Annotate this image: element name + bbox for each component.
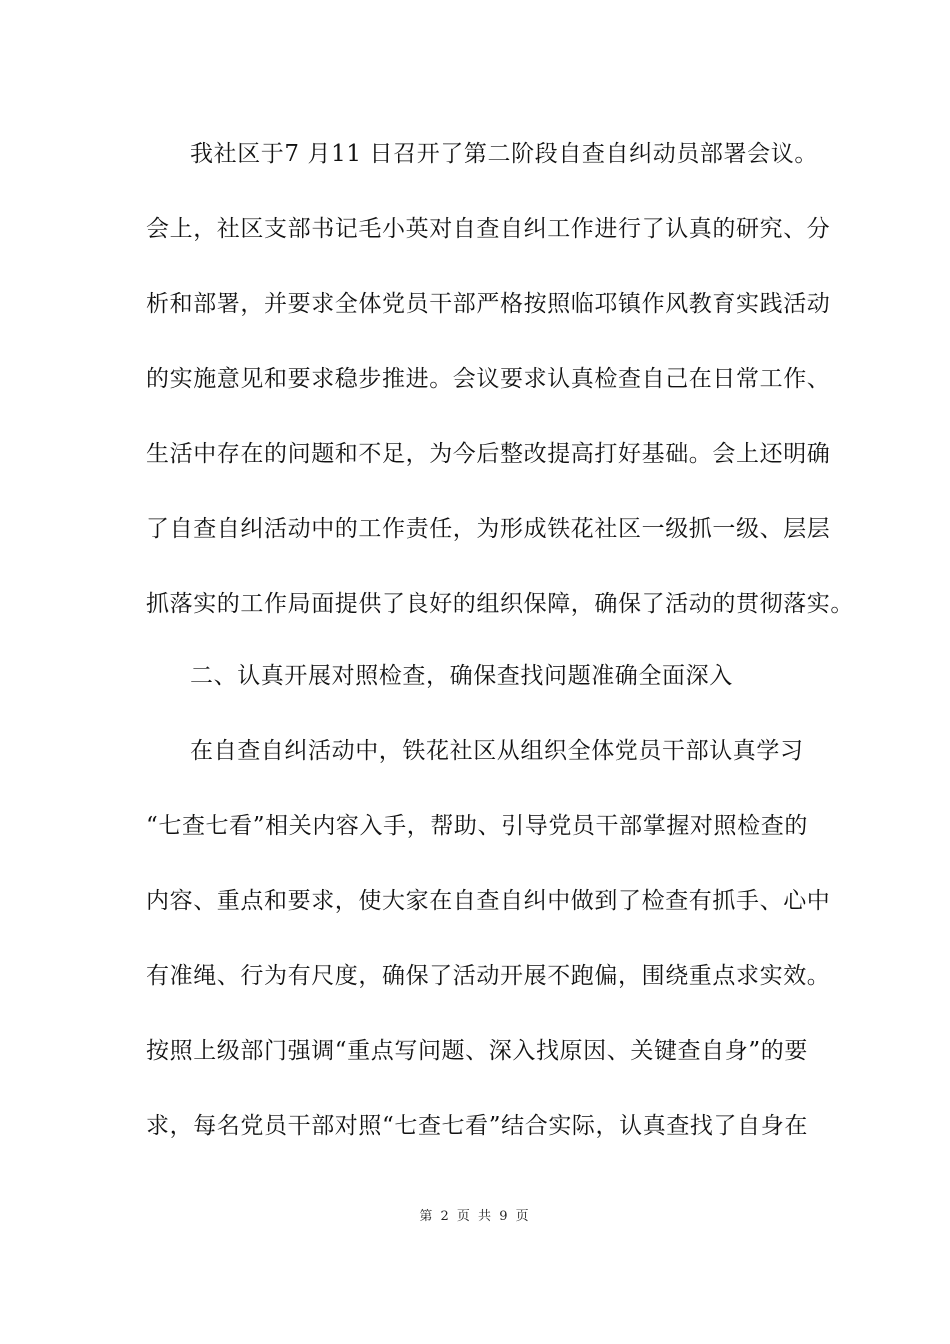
page-number-footer: 第 2 页 共 9 页 [419,1209,531,1224]
paragraph-line: 会上，社区支部书记毛小英对自查自纠工作进行了认真的研究、分 [146,216,831,242]
paragraph-line: 了自查自纠活动中的工作责任，为形成铁花社区一级抓一级、层层 [146,516,831,542]
paragraph-line: 求，每名党员干部对照“七查七看”结合实际，认真查找了自身在 [146,1113,808,1139]
paragraph-line: “七查七看”相关内容入手，帮助、引导党员干部掌握对照检查的 [146,813,808,839]
paragraph-line: 生活中存在的问题和不足，为今后整改提高打好基础。会上还明确 [146,441,831,467]
paragraph-line: 我社区于7 月11 日召开了第二阶段自查自纠动员部署会议。 [190,141,818,167]
paragraph-line: 内容、重点和要求，使大家在自查自纠中做到了检查有抓手、心中 [146,888,831,914]
paragraph-line: 按照上级部门强调“重点写问题、深入找原因、关键查自身”的要 [146,1038,808,1064]
paragraph-line: 抓落实的工作局面提供了良好的组织保障，确保了活动的贯彻落实。 [146,591,854,617]
paragraph-line: 在自查自纠活动中，铁花社区从组织全体党员干部认真学习 [190,738,804,764]
paragraph-line: 有准绳、行为有尺度，确保了活动开展不跑偏，围绕重点求实效。 [146,963,831,989]
section-heading: 二、认真开展对照检查，确保查找问题准确全面深入 [190,663,733,689]
paragraph-line: 析和部署，并要求全体党员干部严格按照临邛镇作风教育实践活动 [146,291,831,317]
paragraph-line: 的实施意见和要求稳步推进。会议要求认真检查自己在日常工作、 [146,366,831,392]
